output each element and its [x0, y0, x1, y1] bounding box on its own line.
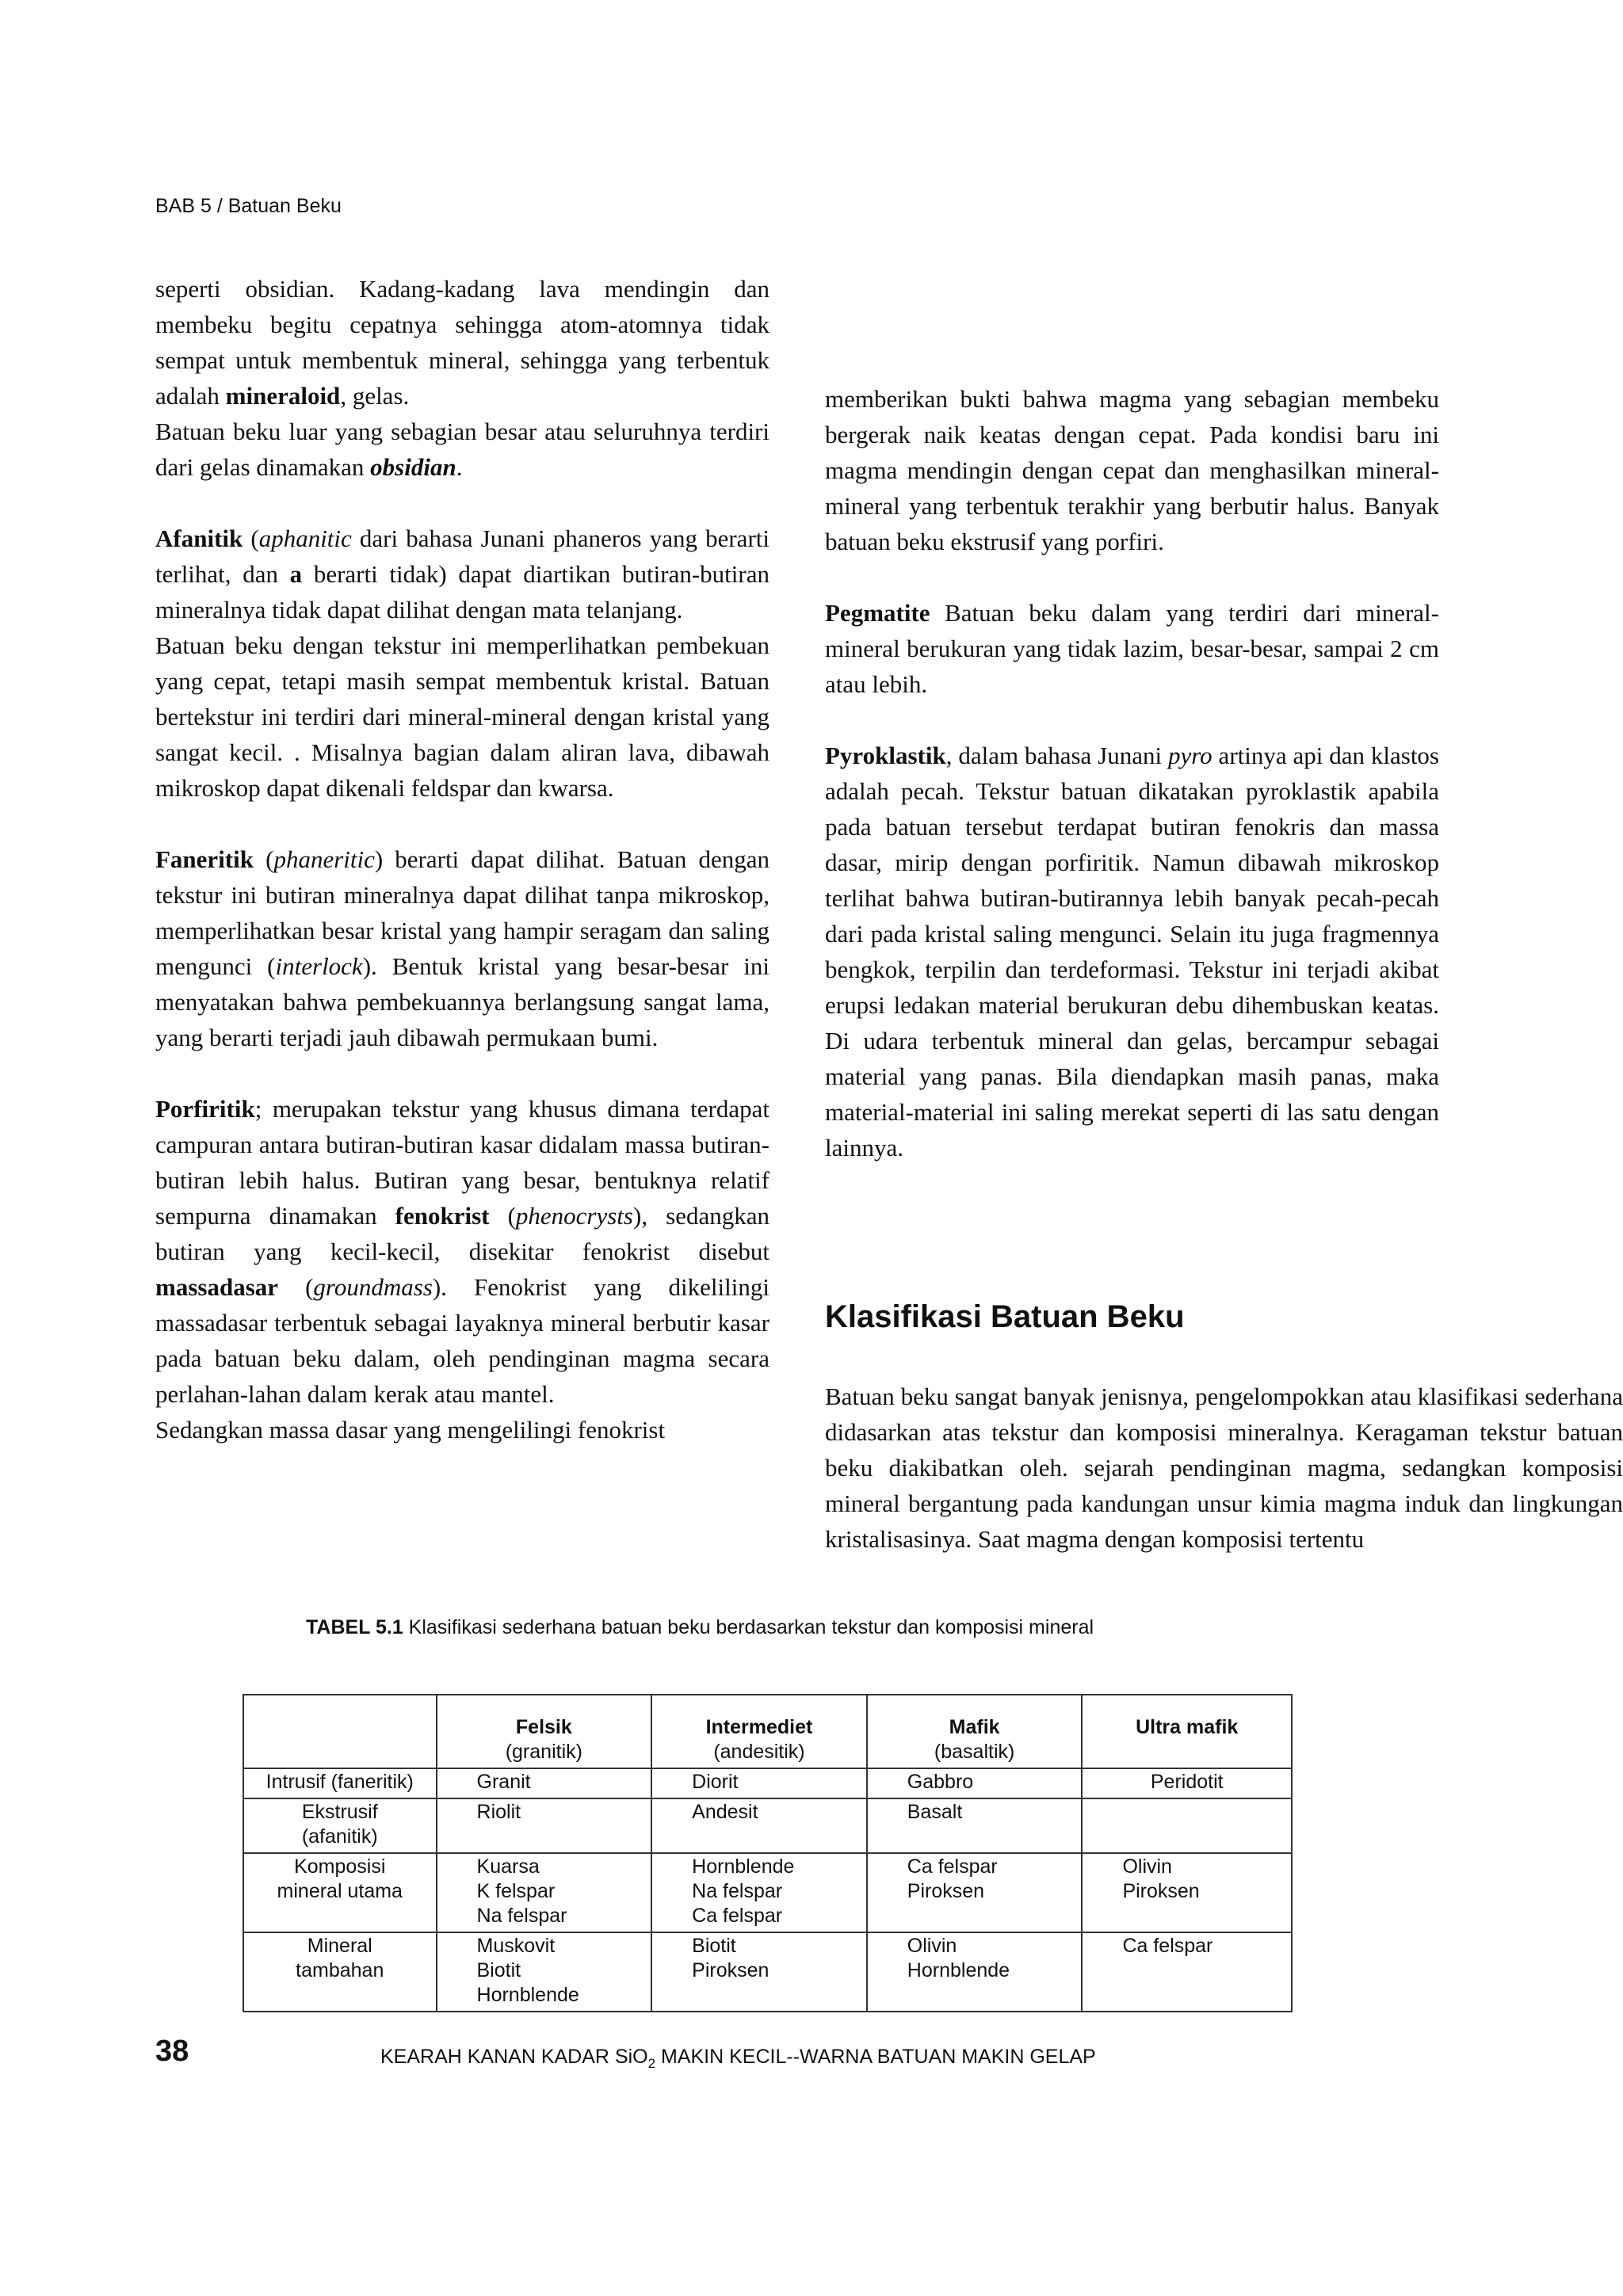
term-obsidian: obsidian [370, 453, 456, 481]
running-header: BAB 5 / Batuan Beku [155, 195, 342, 217]
paragraph-magma-bukti: memberikan bukti bahwa magma yang sebagian membeku bergerak naik keatas dengan cepat. Pada kondisi baru ini magma mendingin dengan cepat dan menghasilkan mineral-mineral yang terbentuk terakhir yang berbutir halus. Banyak batuan beku ekstrusif yang porfiri. [825, 385, 1439, 555]
paragraph-afanitik: Afanitik (aphanitic dari bahasa Junani phaneros yang berarti terlihat, dan a berarti tidak) dapat diartikan butiran-butiran mineralnya tidak dapat dilihat dengan mata telanjang. [155, 524, 769, 624]
table-row [243, 1932, 1292, 2012]
left-column [155, 271, 769, 1447]
table-caption: TABEL 5.1 Klasifikasi sederhana batuan beku berdasarkan tekstur dan komposisi mineral [306, 1616, 1094, 1638]
table-row [243, 1798, 1292, 1853]
paragraph-afanitik-2: Batuan beku dengan tekstur ini memperlihatkan pembekuan yang cepat, tetapi masih sempat membentuk kristal. Batuan bertekstur ini terdiri dari mineral-mineral dengan kristal yang sangat kecil. . Misalnya bagian dalam aliran lava, dibawah mikroskop dapat dikenali feldspar dan kwarsa. [155, 631, 769, 802]
paragraph-faneritik: Faneritik (phaneritic) berarti dapat dilihat. Batuan dengan tekstur ini butiran mineralnya dapat dilihat tanpa mikroskop, memperlihatkan besar kristal yang hampir seragam dan saling mengunci (interlock). Bentuk kristal yang besar-besar ini menyatakan bahwa pembekuannya berlangsung sangat lama, yang berarti terjadi jauh dibawah permukaan bumi. [155, 845, 769, 1051]
section-heading: Klasifikasi Batuan Beku [825, 1299, 1185, 1334]
table-cell: Biotit Piroksen [651, 1932, 867, 2012]
table-cell: Peridotit [1082, 1768, 1292, 1798]
paragraph-porfiritik: Porfiritik; merupakan tekstur yang khusus dimana terdapat campuran antara butiran-butiran kasar didalam massa butiran-butiran lebih halus. Butiran yang besar, bentuknya relatif sempurna dinamakan fenokrist (phenocrysts), sedangkan butiran yang kecil-kecil, disekitar fenokrist disebut massadasar (groundmass). Fenokrist yang dikelilingi massadasar terbentuk sebagai layaknya mineral berbutir kasar pada batuan beku dalam, oleh pendinginan magma secara perlahan-lahan dalam kerak atau mantel. [155, 1095, 769, 1408]
classification-table [242, 1694, 1293, 2012]
table-corner-cell [243, 1695, 437, 1768]
term-pyroklastik: Pyroklastik [825, 742, 946, 769]
term-mineraloid: mineraloid [225, 382, 341, 410]
paragraph-pegmatite: Pegmatite Batuan beku dalam yang terdiri dari mineral-mineral berukuran yang tidak lazim, besar-besar, sampai 2 cm atau lebih. [825, 599, 1439, 698]
column-header-felsik: Felsik (granitik) [437, 1695, 652, 1768]
table-cell: Hornblende Na felspar Ca felspar [651, 1853, 867, 1932]
paragraph-obsidian-def: Batuan beku luar yang sebagian besar atau seluruhnya terdiri dari gelas dinamakan obsidian. [155, 418, 769, 481]
term-faneritik: Faneritik [155, 845, 254, 873]
footer-note: KEARAH KANAN KADAR SiO$_2$ MAKIN KECIL--WARNA BATUAN MAKIN GELAP [380, 2046, 1096, 2071]
table-cell: Diorit [651, 1768, 867, 1798]
row-label: Mineral tambahan [243, 1932, 437, 2012]
column-header-intermediet: Intermediet (andesitik) [651, 1695, 867, 1768]
table-cell: Gabbro [867, 1768, 1083, 1798]
table-cell: Ca felspar Piroksen [867, 1853, 1083, 1932]
table-cell: Riolit [437, 1798, 652, 1853]
term-porfiritik: Porfiritik [155, 1095, 255, 1123]
right-column-continued [825, 1379, 1623, 1557]
table-cell: Andesit [651, 1798, 867, 1853]
table-cell: Olivin Hornblende [867, 1932, 1083, 2012]
page-number: 38 [155, 2035, 189, 2068]
table-cell: Olivin Piroksen [1082, 1853, 1292, 1932]
row-label: Komposisi mineral utama [243, 1853, 437, 1932]
column-header-mafik: Mafik (basaltik) [867, 1695, 1083, 1768]
row-label: Intrusif (faneritik) [243, 1768, 437, 1798]
table-cell: Kuarsa K felspar Na felspar [437, 1853, 652, 1932]
table-cell: Granit [437, 1768, 652, 1798]
paragraph-pyroklastik: Pyroklastik, dalam bahasa Junani pyro artinya api dan klastos adalah pecah. Tekstur batuan dikatakan pyroklastik apabila pada batuan tersebut terdapat butiran fenokris dan massa dasar, mirip dengan porfiritik. Namun dibawah mikroskop terlihat bahwa butiran-butirannya lebih banyak pecah-pecah dari pada kristal saling mengunci. Selain itu juga fragmennya bengkok, terpilin dan terdeformasi. Tekstur ini terjadi akibat erupsi ledakan material berukuran debu dihembuskan keatas. Di udara terbentuk mineral dan gelas, bercampur sebagai material yang panas. Bila diendapkan masih panas, maka material-material ini saling merekat seperti di las satu dengan lainnya. [825, 742, 1439, 1161]
term-afanitik: Afanitik [155, 524, 243, 552]
table-cell-empty [1082, 1798, 1292, 1853]
table-row [243, 1853, 1292, 1932]
table-row [243, 1768, 1292, 1798]
right-column [825, 381, 1439, 1165]
table-cell: Basalt [867, 1798, 1083, 1853]
paragraph-massa-dasar: Sedangkan massa dasar yang mengelilingi fenokrist [155, 1416, 666, 1444]
paragraph-klasifikasi: Batuan beku sangat banyak jenisnya, pengelompokkan atau klasifikasi sederhana didasarkan atas tekstur dan komposisi mineralnya. Keragaman tekstur batuan beku diakibatkan oleh. sejarah pendinginan magma, sedangkan komposisi mineral bergantung pada kandungan unsur kimia magma induk dan lingkungan kristalisasinya. Saat magma dengan komposisi tertentu [825, 1383, 1623, 1553]
table-header-row [243, 1695, 1292, 1768]
term-pegmatite: Pegmatite [825, 599, 930, 627]
paragraph-obsidian-intro: seperti obsidian. Kadang-kadang lava mendingin dan membeku begitu cepatnya sehingga atom-atomnya tidak sempat untuk membentuk mineral, sehingga yang terbentuk adalah mineraloid, gelas. [155, 275, 769, 410]
row-label: Ekstrusif (afanitik) [243, 1798, 437, 1853]
column-header-ultra-mafik: Ultra mafik [1082, 1695, 1292, 1768]
table-cell: Muskovit Biotit Hornblende [437, 1932, 652, 2012]
table-cell: Ca felspar [1082, 1932, 1292, 2012]
